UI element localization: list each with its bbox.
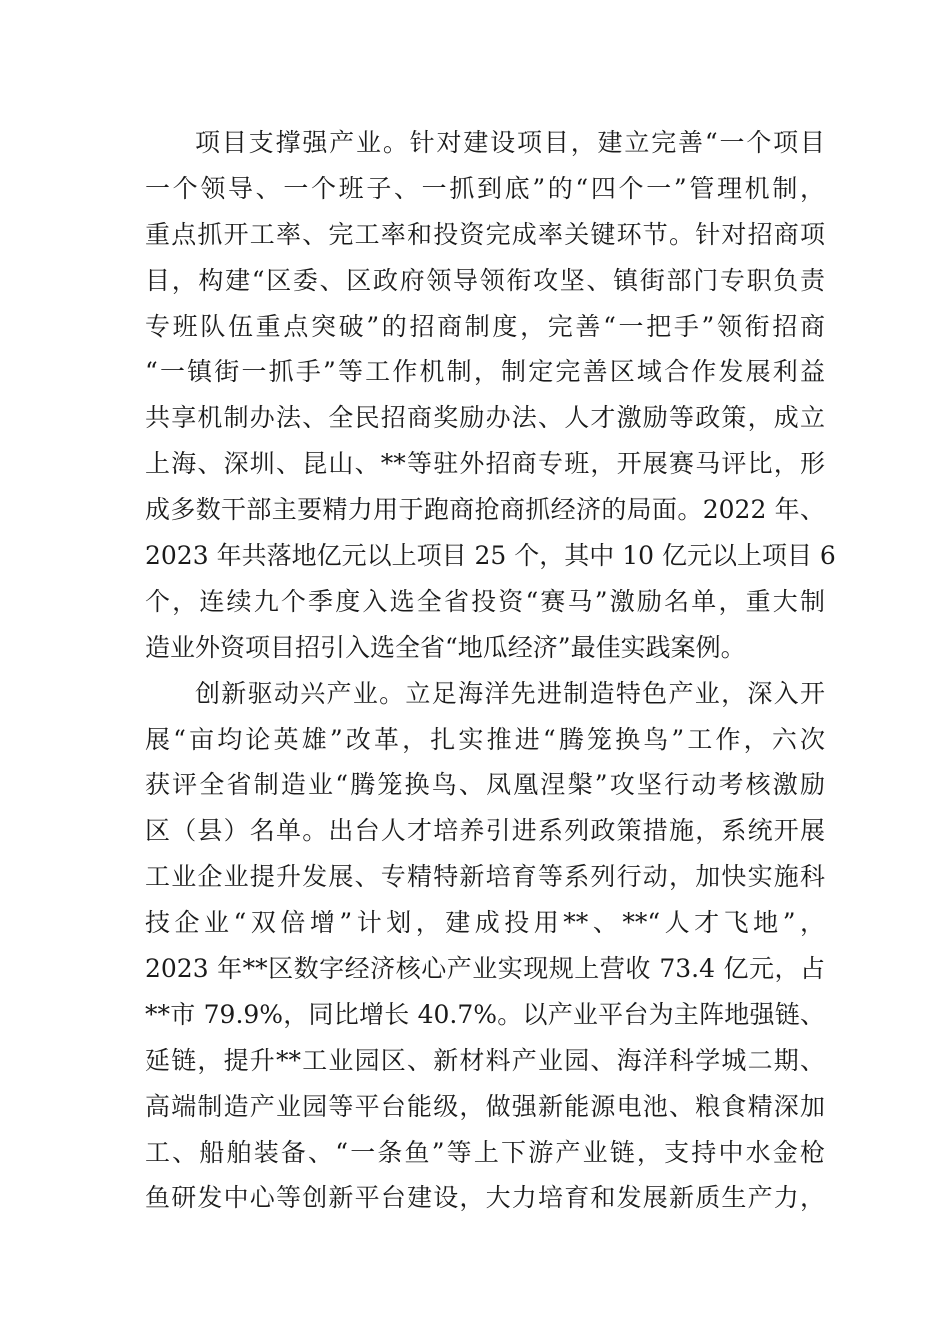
paragraph-line: 一个领导、一个班子、一抓到底”的“四个一”管理机制，	[145, 173, 825, 203]
paragraph-line: 区（县）名单。出台人才培养引进系列政策措施，系统开展	[145, 816, 825, 846]
paragraph-line: “一镇街一抓手”等工作机制，制定完善区域合作发展利益	[145, 357, 825, 387]
paragraph-line: **市 79.9%，同比增长 40.7%。以产业平台为主阵地强链、	[145, 999, 825, 1029]
paragraph-line: 重点抓开工率、完工率和投资完成率关键环节。针对招商项	[145, 219, 825, 249]
paragraph-line: 鱼研发中心等创新平台建设，大力培育和发展新质生产力，	[145, 1183, 825, 1213]
document-body	[145, 120, 836, 1221]
paragraph-line: 工业企业提升发展、专精特新培育等系列行动，加快实施科	[145, 862, 825, 892]
paragraph-line: 展“亩均论英雄”改革，扎实推进“腾笼换鸟”工作，六次	[145, 724, 825, 754]
paragraph-line: 技企业“双倍增”计划，建成投用**、**“人才飞地”，	[145, 908, 825, 938]
paragraph-line: 上海、深圳、昆山、**等驻外招商专班，开展赛马评比，形	[145, 449, 825, 479]
paragraph-line: 成多数干部主要精力用于跑商抢商抓经济的局面。2022 年、	[145, 495, 825, 525]
paragraph-line: 创新驱动兴产业。立足海洋先进制造特色产业，深入开	[195, 678, 825, 708]
paragraph-line: 工、船舶装备、“一条鱼”等上下游产业链，支持中水金枪	[145, 1137, 825, 1167]
paragraph-line: 2023 年共落地亿元以上项目 25 个，其中 10 亿元以上项目 6	[145, 541, 836, 571]
paragraph-line: 项目支撑强产业。针对建设项目，建立完善“一个项目	[195, 128, 825, 157]
paragraph-line: 个，连续九个季度入选全省投资“赛马”激励名单，重大制	[145, 586, 825, 616]
paragraph-innovation-driven	[145, 671, 825, 1222]
paragraph-line: 延链，提升**工业园区、新材料产业园、海洋科学城二期、	[145, 1045, 825, 1075]
paragraph-line: 目，构建“区委、区政府领导领衔攻坚、镇街部门专职负责	[145, 265, 825, 295]
paragraph-project-support	[145, 120, 836, 671]
paragraph-line: 高端制造产业园等平台能级，做强新能源电池、粮食精深加	[145, 1091, 825, 1121]
paragraph-line: 获评全省制造业“腾笼换鸟、凤凰涅槃”攻坚行动考核激励	[145, 770, 825, 800]
paragraph-line: 造业外资项目招引入选全省“地瓜经济”最佳实践案例。	[145, 632, 746, 662]
paragraph-line: 2023 年**区数字经济核心产业实现规上营收 73.4 亿元，占	[145, 954, 825, 984]
paragraph-line: 专班队伍重点突破”的招商制度，完善“一把手”领衔招商	[145, 311, 825, 341]
paragraph-line: 共享机制办法、全民招商奖励办法、人才激励等政策，成立	[145, 403, 825, 433]
